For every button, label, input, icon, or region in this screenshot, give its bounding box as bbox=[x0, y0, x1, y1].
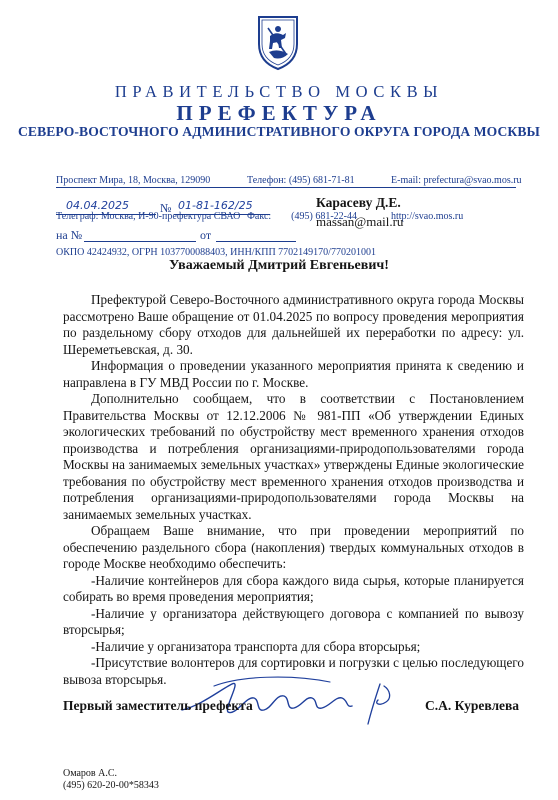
date-field bbox=[56, 200, 156, 215]
government-title: ПРАВИТЕЛЬСТВО МОСКВЫ bbox=[114, 82, 444, 101]
prefecture-title: ПРЕФЕКТУРА bbox=[176, 101, 382, 125]
registration-date: 04.04.2025 bbox=[66, 199, 129, 212]
recipient-email: massan@mail.ru bbox=[316, 214, 404, 229]
postal-address: Проспект Мира, 18, Москва, 129090 bbox=[56, 175, 211, 186]
email-address: E-mail: prefectura@svao.mos.ru bbox=[391, 175, 522, 186]
registration-number: 01-81-162/25 bbox=[178, 199, 253, 212]
executor-phone: (495) 620-20-00*58343 bbox=[63, 780, 159, 791]
fax-number: Факс: (495) 681-22-44 bbox=[247, 211, 357, 222]
reference-date-field bbox=[216, 227, 296, 242]
body-paragraph: Информация о проведении указанного мероприятия принята к сведению и направлена в ГУ МВД России по г. Москве. bbox=[63, 358, 524, 390]
executor-name: Омаров А.С. bbox=[63, 768, 118, 779]
requirement-item: -Присутствие волонтеров для сортировки и погрузки с целью последующего вывоза вторсырья. bbox=[63, 655, 524, 687]
number-field bbox=[174, 200, 270, 215]
reference-label: на № bbox=[56, 228, 83, 242]
requirement-item: -Наличие у организатора действующего договора с компанией по вывозу вторсырья; bbox=[63, 605, 524, 637]
recipient-name: Карасеву Д.Е. bbox=[316, 195, 401, 210]
header-divider bbox=[56, 187, 516, 188]
body-paragraph: Дополнительно сообщаем, что в соответствии с Постановлением Правительства Москвы от 12.12.2006 № 981-ПП «Об утверждении Единых экологических требований по обустройству мест временного хранения отходов производства и потребления организациями-природопользователями города Москвы на занимаемых земельных участках» утверждены Единые экологические требования по обустройству мест временного хранения отходов производства и потребления организациями-природопользователями города Москвы на занимаемых земельных участках. bbox=[63, 391, 524, 522]
salutation: Уважаемый Дмитрий Евгеньевич! bbox=[169, 258, 389, 273]
district-title: СЕВЕРО-ВОСТОЧНОГО АДМИНИСТРАТИВНОГО ОКРУГА ГОРОДА МОСКВЫ bbox=[17, 124, 540, 139]
from-label: от bbox=[200, 228, 212, 242]
requirement-item: -Наличие контейнеров для сбора каждого вида сырья, которые планируется собирать во время проведения мероприятия; bbox=[63, 572, 524, 604]
contact-web-block bbox=[391, 151, 522, 235]
reference-number-field bbox=[84, 227, 196, 242]
body-paragraph: Префектурой Северо-Восточного административного округа города Москвы рассмотрено Ваше обращение от 01.04.2025 по вопросу проведения мероприятия по раздельному сбору отходов для дальнейшей их переработки по адресу: ул. Шереметьевская, д. 30. bbox=[63, 292, 524, 357]
letter-body bbox=[63, 292, 524, 688]
signatory-title: Первый заместитель префекта bbox=[63, 698, 253, 713]
signatory-name: С.А. Куревлева bbox=[425, 698, 520, 713]
requirement-item: -Наличие у организатора транспорта для сбора вторсырья; bbox=[91, 638, 421, 654]
number-label: № bbox=[160, 201, 172, 215]
phone-number: Телефон: (495) 681-71-81 bbox=[247, 175, 355, 186]
body-paragraph: Обращаем Ваше внимание, что при проведении мероприятий по обеспечению раздельного сбора (накопления) твердых коммунальных отходов в городе Москве необходимо обеспечить: bbox=[63, 523, 524, 571]
registry-codes: ОКПО 42424932, ОГРН 1037700088403, ИНН/КПП 7702149170/770201001 bbox=[56, 247, 376, 258]
moscow-coat-of-arms-icon bbox=[256, 14, 300, 72]
telegraph-address: Телеграф: Москва, И-90-префектура СВАО bbox=[56, 211, 241, 222]
website: http://svao.mos.ru bbox=[391, 211, 464, 222]
